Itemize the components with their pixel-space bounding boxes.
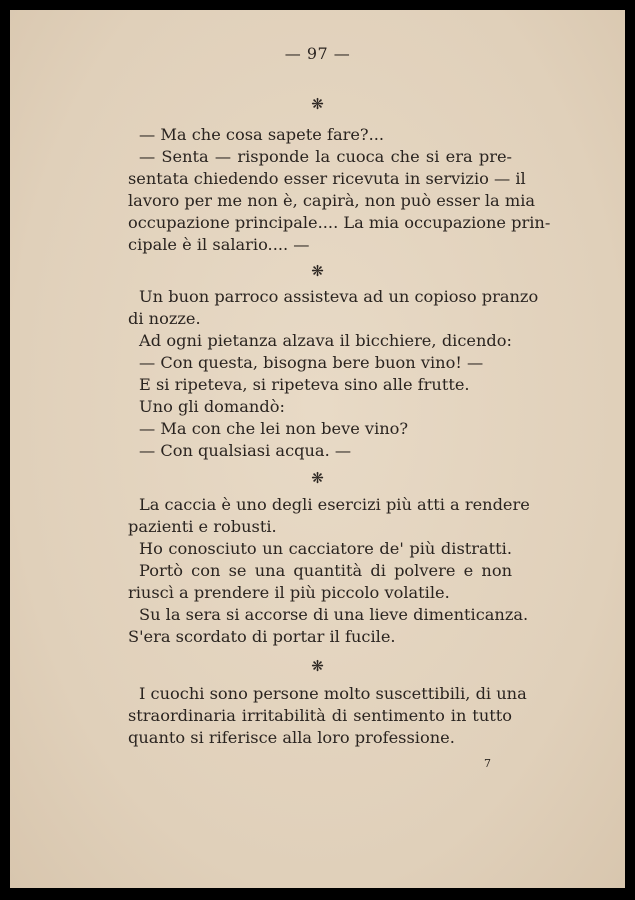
text-line: cipale è il salario.... — (128, 235, 310, 254)
text-line: — Ma che cosa sapete fare?... (139, 125, 385, 144)
text-line: Ad ogni pietanza alzava il bicchiere, dicendo: (139, 331, 512, 350)
text-line: — Senta — risponde la cuoca che si era pre- (139, 147, 512, 166)
text-line: Un buon parroco assisteva ad un copioso pranzo (139, 287, 539, 306)
section-ornament: ❋ (311, 469, 324, 487)
text-line: riuscì a prendere il più piccolo volatile. (128, 583, 450, 602)
text-line: lavoro per me non è, capirà, non può esser la mia (128, 191, 536, 210)
text-line: Uno gli domandò: (139, 397, 285, 416)
text-line: — Con qualsiasi acqua. — (139, 441, 352, 460)
signature-mark: 7 (484, 757, 491, 770)
text-line: straordinaria irritabilità di sentimento in tutto (128, 706, 512, 725)
text-line: Su la sera si accorse di una lieve dimenticanza. (139, 605, 529, 624)
section-hunter (128, 494, 530, 648)
section-cook-dialogue (128, 124, 551, 256)
text-line: I cuochi sono persone molto suscettibili, di una (139, 684, 527, 703)
text-line: sentata chiedendo esser ricevuta in servizio — il (128, 169, 526, 188)
text-line: — Ma con che lei non beve vino? (139, 419, 409, 438)
text-line: S'era scordato di portar il fucile. (128, 627, 396, 646)
text-line: pazienti e robusti. (128, 517, 277, 536)
section-ornament: ❋ (311, 95, 324, 113)
text-line: Portò con se una quantità di polvere e non (139, 561, 512, 580)
page-number-header: — 97 — (284, 44, 351, 63)
section-parish-priest (128, 286, 539, 462)
section-cooks (128, 683, 527, 749)
book-page (10, 10, 625, 888)
text-line: La caccia è uno degli esercizi più atti a rendere (139, 495, 530, 514)
text-line: occupazione principale.... La mia occupazione prin- (128, 213, 551, 232)
section-ornament: ❋ (311, 262, 324, 280)
text-line: Ho conosciuto un cacciatore de' più distratti. (139, 539, 512, 558)
text-line: di nozze. (128, 309, 201, 328)
text-line: — Con questa, bisogna bere buon vino! — (139, 353, 484, 372)
text-line: quanto si riferisce alla loro professione. (128, 728, 455, 747)
text-line: E si ripeteva, si ripeteva sino alle frutte. (139, 375, 470, 394)
section-ornament: ❋ (311, 657, 324, 675)
